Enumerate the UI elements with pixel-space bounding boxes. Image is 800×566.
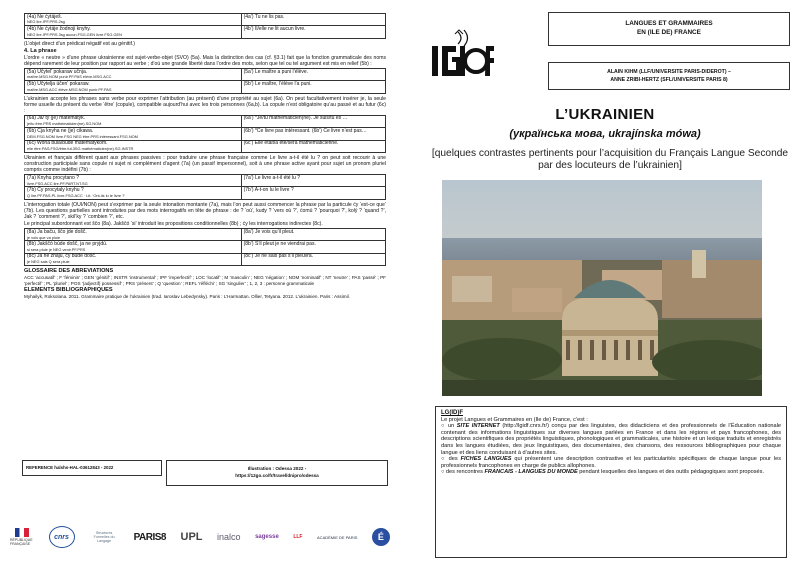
example-translation: (5b’) Le maître, l’élève l’a puni.	[241, 81, 385, 93]
reference-box	[22, 460, 162, 476]
lgidf-logo	[428, 28, 496, 86]
example-translation: (8a’) Je vois qu’il pleut.	[241, 229, 385, 241]
info-bullet-site: ○ un SITE INTERNET (http://lgidf.cnrs.fr/) conçu par des linguistes, des didacticiens et des professionnels de l’Éducation nationale contenant des informations linguistiques sur diverses langues parlées en France et dans les régions et pays francophones, des descriptions scientifiques des propriétés linguistiques, phonologiques et grammaticales, une histoire et un lexique traduits et enregistrés dans les langues étudiées, des jeux linguistiques, des documentaires, des chansons, des ressources bibliographiques pour chaque langue et des liens conduisant à d’autres sites.	[441, 423, 782, 456]
example-text: (6b) Cja knyha ne (je) cikawa.	[27, 127, 94, 134]
illustration-credit-box	[166, 460, 388, 486]
info-title: LG(ID)F	[441, 410, 463, 416]
main-title: L’UKRAINIEN	[555, 106, 655, 123]
upl-logo: UPL	[180, 531, 203, 543]
example-gloss: Q lire.PF.PAS.PL livre.FSG.ACC · Lit. ‘Ont-ils lu le livre ?’	[27, 192, 126, 198]
info-bullet-fiches: ○ des FICHES LANGUES qui présentent une description contrastive et les particularités spécifiques de chaque langue pour les professionnels francophones en charge de publics allophones.	[441, 456, 782, 469]
project-info-box	[435, 406, 787, 558]
example-text: (8a) Ja baču, ščo jde došč.	[27, 228, 87, 235]
example-gloss: elle être.PAS.FSG/être.fut.3SG mathématicien(ne).SG.INSTR	[27, 145, 134, 151]
abbreviations-text: ACC ‘accusatif’ ; F ‘féminin’ ; GEN ‘génitif’ ; INSTR ‘instrumental’ ; IPF ‘imperfectif’ ; LOC ‘locatif’ ; M ‘masculin’ ; NEG ‘négation’ ; NOM ‘nominatif’ ; NT ‘neutre’ ; PAS ‘passé’ ; PF ‘perfectif’ ; PL ‘pluriel’ ; POS ‘(adjectif) possessif’ ; PRS ‘présent’ ; Q ‘question’ ; REFL ‘réfléchi’ ; SG ‘singulier’ ; 1, 2, 3 : personne grammaticale	[24, 275, 386, 286]
bibliography-heading: ELEMENTS BIBLIOGRAPHIQUES	[24, 286, 113, 293]
subtitle: (українська мова, ukrajínska mówa)	[509, 128, 701, 140]
paragraph-4c: Ukrainien et français diffèrent quant aux phrases passives : pour traduire une phrase française comme Le livre a-t-il été lu ? on peut soit recourir à une construction participiale sans copule ni sujet ni complément d’agent (7a) (un passif impersonnel), soit à une phrase active ayant pour sujet un pronom pluriel compris comme indéfini (7b) :	[24, 154, 386, 174]
example-text: (7b) Ćy procytaly knyhu ?	[27, 186, 84, 193]
example-text: (6c) Wona bula/búde matematykom.	[27, 140, 108, 147]
authors-box	[548, 62, 790, 90]
example-translation: (8b’) S’il pleut je ne viendrai pas.	[241, 241, 385, 253]
example-text: (5b) Učytelja účen’ pokaraw.	[27, 80, 90, 87]
table-row	[25, 175, 386, 187]
example-gloss: DEM.FSG.NOM livre.FSG NEG être.PRS intéressant.FSG.NOM	[27, 133, 138, 139]
illustration-link[interactable]: https://12go.co/fr/travel/dnipro/odessa	[235, 473, 319, 478]
example-gloss: NEG lire.IPF.PRS.3sg aucun.FSG.GEN livre.FSG.GEN	[27, 31, 122, 37]
example-text: (4a) Ne ćytáješ.	[27, 13, 63, 20]
project-title-line1: LANGUES ET GRAMMAIRES	[625, 20, 713, 27]
example-gloss: je/tu être.PRS mathématicien(ne).SG.NOM	[27, 121, 102, 127]
example-gloss: livre.FSG.ACC lire.PF.PART.NT.SG	[27, 180, 88, 186]
llf-logo: LLF	[293, 534, 303, 540]
ce-logo: É	[372, 528, 390, 546]
example-translation: (7a’) Le livre a-t-il été lu ?	[241, 175, 385, 187]
note-4: (L’objet direct d’un prédicat négatif est au génitif.)	[24, 40, 135, 47]
example-translation: (6c’) Elle était/a été/sera mathématicienne.	[241, 140, 385, 152]
example-translation: (4a’) Tu ne lis pas.	[241, 14, 385, 26]
example-translation: (5a’) Le maître a puni l’élève.	[241, 69, 385, 81]
table-row	[25, 81, 386, 93]
example-text: (8b) Jakščó búde došč, ja ne pryjdú.	[27, 240, 108, 247]
table-row	[25, 187, 386, 199]
example-gloss: si sera pluie je NEG venir.PF.PRS	[27, 246, 86, 252]
site-label: SITE INTERNET	[456, 423, 500, 430]
example-gloss: NEG lire.IPF.PRS.2sg	[27, 19, 65, 25]
table-row	[25, 253, 386, 265]
example-translation: (7b’) A-t-on lu le livre ?	[241, 187, 385, 199]
example-gloss: maître.MSG.NOM punir.PF.PAS élève.MSG.ACC	[27, 74, 112, 80]
abbreviations-heading: GLOSSAIRE DES ABREVIATIONS	[24, 268, 114, 275]
example-gloss: je NEG sais Q sera pluie	[27, 259, 70, 265]
section-heading-4: 4. La phrase	[24, 47, 57, 54]
info-bullet-rencontres: ○ des rencontres FRANCAIS - LANGUES DU MONDE pendant lesquelles des langues et des outils pédagogiques sont proposés.	[441, 469, 765, 476]
fiches-label: FICHES LANGUES	[460, 456, 512, 463]
example-text: (5a) Učytel’ pokaraw učnja.	[27, 68, 88, 75]
example-table-6	[24, 115, 386, 153]
info-intro: Le projet Langues et Grammaires en (Ile de) France, c’est :	[441, 416, 588, 423]
site-link[interactable]: (http://lgidf.cnrs.fr/)	[502, 423, 549, 430]
example-table-8	[24, 228, 386, 266]
example-translation: (4b’) Il/elle ne lit aucun livre.	[241, 26, 385, 38]
inalco-logo: inalco	[217, 532, 241, 542]
table-row	[25, 128, 386, 140]
project-title-box	[548, 12, 790, 46]
description: [quelques contrastes pertinents pour l’acquisition du Français Langue Seconde par des locuteurs de l’ukrainien]	[431, 148, 789, 171]
site-text: conçu par des linguistes, des didacticiens et des professionnels de l’Éducation nationale contenant des informations linguistiques sur diverses langues parlées en France et dans les régions et pays francophones, des descriptions scientifiques des propriétés linguistiques, phonologiques et grammaticales, une histoire et un lexique traduits et enregistrés dans les langues étudiées, des jeux linguistiques, des documentaires, des chansons, des ressources bibliographiques pour chaque langue et des liens conduisant à d’autres sites.	[441, 423, 782, 456]
academie-logo: ACADÉMIE DE PARIS	[317, 534, 358, 540]
right-panel	[410, 0, 800, 566]
reference-text: REFERENCE halshs-HAL-03612843 - 2022	[26, 465, 114, 470]
example-table-5	[24, 68, 386, 94]
left-panel	[24, 12, 386, 452]
illustration-credit: Illustration : Odessa 2022 -	[247, 466, 307, 471]
rencontres-text: pendant lesquelles des langues et des outils pédagogiques sont proposés.	[579, 469, 765, 476]
rencontres-label: FRANCAIS - LANGUES DU MONDE	[484, 469, 578, 476]
sfl-logo: Structures Formelles du Langage	[93, 531, 115, 543]
example-translation: (6b’) *Ce livre pas intéressant. (6b’) Ce livre n’est pas…	[241, 128, 385, 140]
bibliography-text: Myhailyk, Roksolana. 2011. Grammaire pratique de l’ukrainien (trad. Iaroslav Lebedynsky). Paris : L’Harmattan. Ollier, Tetyana. 2012. L’ukrainien. Paris : Assimil.	[24, 294, 350, 300]
project-title-line2: EN (ILE DE) FRANCE	[637, 29, 701, 36]
paragraph-4a: L’ordre « neutre » d’une phrase ukrainienne est sujet-verbe-objet (SVO) (5a). Mais la distinction des cas (cf. §3.1) fait que la fonction grammaticale des noms dépend rarement de leur position par rapport au verbe ; d’où une grande liberté dans l’ordre des mots, selon que tel ou tel argument est mis en relief (5b) :	[24, 54, 386, 67]
table-row	[25, 26, 386, 38]
partner-logos	[10, 520, 390, 554]
fiches-text: qui présentent une description contrastive et les particularités spécifiques de chaque langue pour les professionnels francophones en charge de publics allophones.	[441, 456, 782, 469]
paragraph-4b: L’ukrainien accepte les phrases sans verbe pour exprimer l’attribution (au présent) d’une propriété au sujet (6a). On peut facultativement insérer je, la seule forme usuelle du présent du verbe ‘être’ (copule), compatible aujourd’hui avec les trois personnes (6a,b). La copule n’est obligatoire qu’au passé et au futur (6c) :	[24, 95, 386, 114]
cnrs-logo: cnrs	[49, 526, 75, 548]
example-text: (8c) Ja ne znáju, ćy búde došč.	[27, 253, 97, 260]
example-gloss: maître.MSG.ACC élève.MSG.NOM punir.PF.PAS	[27, 86, 112, 92]
odessa-photo	[442, 180, 762, 396]
example-text: (7a) Knyhu procytano ?	[27, 174, 79, 181]
paris8-logo: PARIS8	[133, 531, 166, 543]
republique-francaise-logo: RÉPUBLIQUE FRANÇAISE	[10, 525, 34, 549]
example-table-4	[24, 13, 386, 39]
example-table-7	[24, 174, 386, 200]
table-row	[25, 241, 386, 253]
table-row	[25, 140, 386, 152]
flag-icon	[15, 528, 29, 537]
author-2: ANNE ZRIBI-HERTZ (SFL/UNIVERSITE PARIS 8)	[610, 77, 728, 83]
example-translation: (8c’) Je ne sais pas s’il pleuvra.	[241, 253, 385, 265]
author-1: ALAIN KIHM (LLF/UNIVERSITE PARIS-DIDEROT) –	[607, 69, 731, 75]
table-row	[25, 69, 386, 81]
example-translation: (6a’) *Je/tu mathématicien(ne). Je suis/tu es …	[241, 115, 385, 127]
example-text: (6a) Ja/ ty (je) matematyk.	[27, 115, 86, 122]
sagesse-logo: sagesse	[255, 534, 279, 540]
paragraph-4d: L’interrogation totale (OUI/NON) peut s’exprimer par la seule intonation montante (7a), mais l’on peut aussi commencer la phrase par la particule ćy ‘est-ce que’ (7b). Les questions partielles sont introduites par des mots interrogatifs en tête de phrase : de ? ‘où’, kudy ? ‘vers où ?’, ćomú ? ‘pourquoi ?’, kolý ? ‘quand ?’, Jak ? ‘comment ?’, skil’ky ? ‘combien ?’, etc.	[24, 201, 386, 220]
example-text: (4b) Ne ćytáje žodnoji knyhy.	[27, 25, 91, 32]
table-row	[25, 115, 386, 127]
table-row	[25, 14, 386, 26]
example-gloss: je vois que va pluie	[27, 234, 61, 240]
table-row	[25, 229, 386, 241]
paragraph-4e: Le principal subordonnant est ščo (8a). Jakščó ‘si’ introduit les propositions conditionnelles (8b) ; ćy les interrogations indirectes (8c).	[24, 221, 323, 228]
